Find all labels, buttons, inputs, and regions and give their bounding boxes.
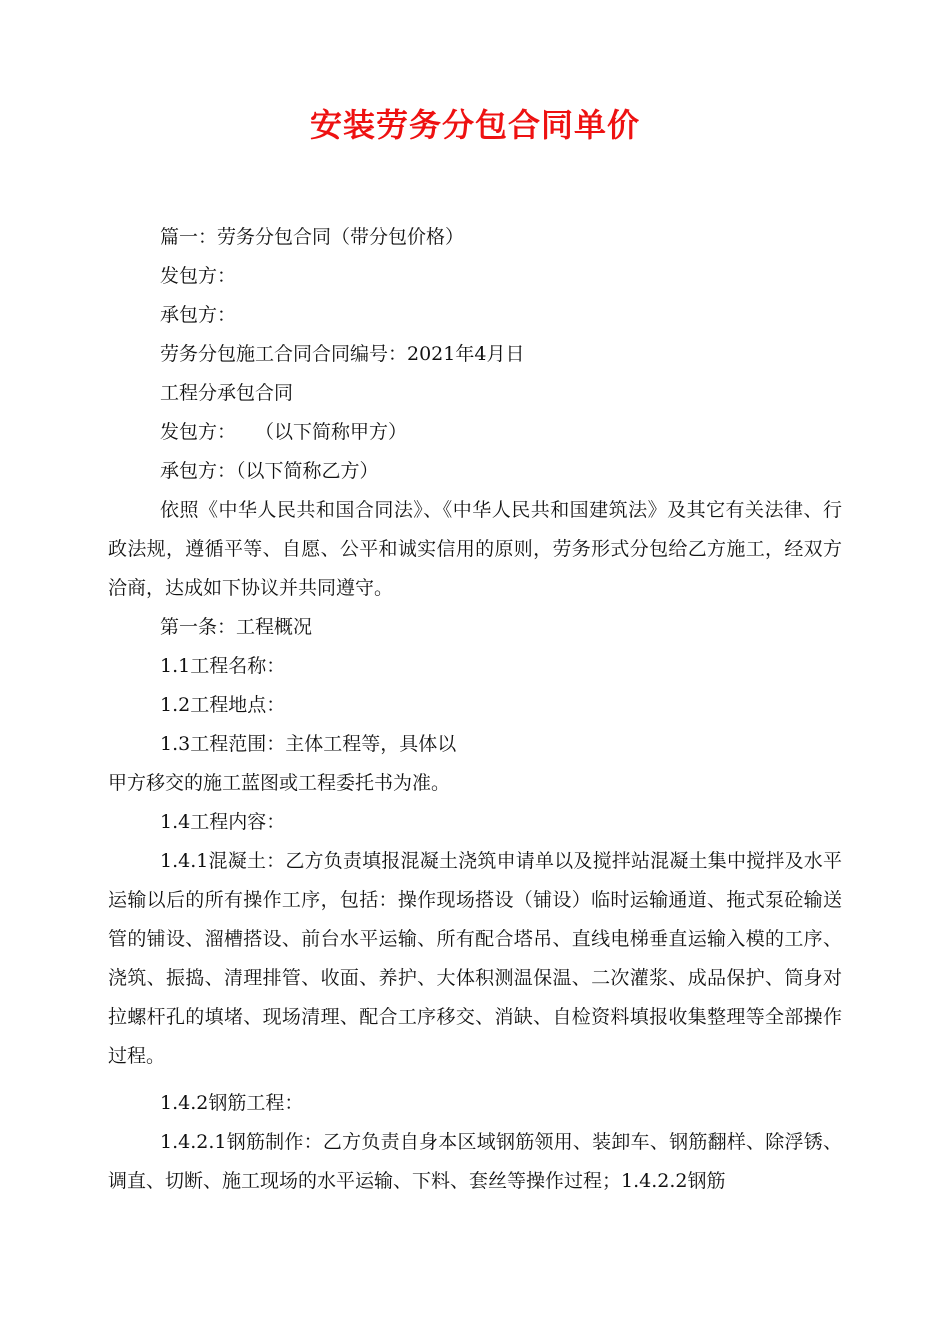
paragraph: 1.4工程内容： <box>160 811 286 833</box>
paragraph: 1.1工程名称： <box>160 655 286 677</box>
document-title: 安装劳务分包合同单价 <box>309 106 640 144</box>
section-heading: 篇一：劳务分包合同（带分包价格） <box>160 226 465 248</box>
document-body <box>108 218 842 1201</box>
paragraph: 1.4.2钢筋工程： <box>160 1092 304 1114</box>
paragraph: 1.4.1混凝土：乙方负责填报混凝土浇筑申请单以及搅拌站混凝土集中搅拌及水平运输以后的所有操作工序，包括：操作现场搭设（铺设）临时运输通道、拖式泵砼输送管的铺设、溜槽搭设、前台水平运输、所有配合塔吊、直线电梯垂直运输入模的工序、浇筑、振捣、清理排管、收面、养护、大体积测温保温、二次灌浆、成品保护、筒身对拉螺杆孔的填堵、现场清理、配合工序移交、消缺、自检资料填报收集整理等全部操作过程。 <box>108 850 842 1067</box>
paragraph: 承包方：（以下简称乙方） <box>160 460 379 482</box>
section-heading: 第一条：工程概况 <box>160 616 313 638</box>
paragraph: 劳务分包施工合同合同编号：2021年4月日 <box>160 343 525 365</box>
paragraph: 甲方移交的施工蓝图或工程委托书为准。 <box>108 772 451 794</box>
paragraph: 1.3工程范围：主体工程等，具体以 <box>160 733 457 755</box>
paragraph: 1.2工程地点： <box>160 694 286 716</box>
paragraph: 1.4.2.1钢筋制作：乙方负责自身本区域钢筋领用、装卸车、钢筋翻样、除浮锈、调直、切断、施工现场的水平运输、下料、套丝等操作过程；1.4.2.2钢筋 <box>108 1131 842 1192</box>
paragraph: 发包方： （以下简称甲方） <box>160 421 408 443</box>
paragraph: 发包方： <box>160 265 237 287</box>
paragraph: 工程分承包合同 <box>160 382 294 404</box>
paragraph: 承包方： <box>160 304 237 326</box>
paragraph: 依照《中华人民共和国合同法》、《中华人民共和国建筑法》及其它有关法律、行政法规，遵循平等、自愿、公平和诚实信用的原则，劳务形式分包给乙方施工，经双方洽商，达成如下协议并共同遵守。 <box>108 499 842 599</box>
